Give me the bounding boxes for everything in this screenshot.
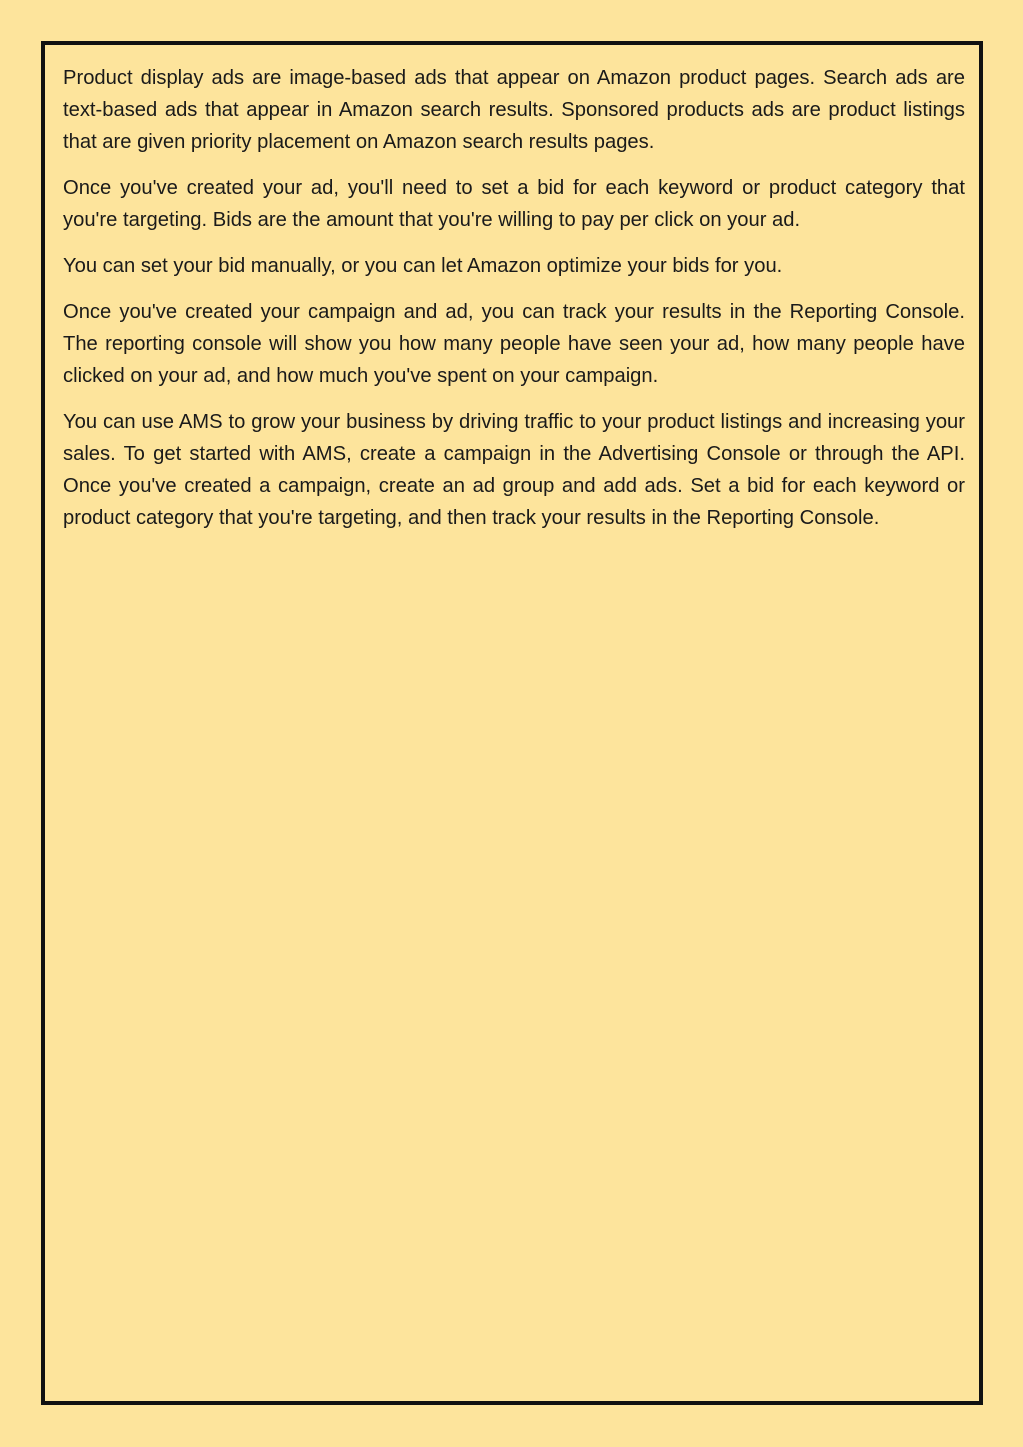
paragraph-bids: Once you've created your ad, you'll need to set a bid for each keyword or product category that you're targeting. Bids are the amount that you're willing to pay per click on your ad.: [63, 177, 965, 231]
document-body: [63, 62, 965, 548]
paragraph-bid-options: You can set your bid manually, or you can let Amazon optimize your bids for you.: [63, 255, 783, 277]
paragraph-ad-types: Product display ads are image-based ads that appear on Amazon product pages. Search ads are text-based ads that appear in Amazon search results. Sponsored products ads are product listings that are given priority placement on Amazon search results pages.: [63, 67, 965, 153]
paragraph-reporting: Once you've created your campaign and ad, you can track your results in the Reporting Console. The reporting console will show you how many people have seen your ad, how many people have clicked on your ad, and how much you've spent on your campaign.: [63, 301, 965, 387]
paragraph-getting-started: You can use AMS to grow your business by driving traffic to your product listings and increasing your sales. To get started with AMS, create a campaign in the Advertising Console or through the API. Once you've created a campaign, create an ad group and add ads. Set a bid for each keyword or product category that you're targeting, and then track your results in the Reporting Console.: [63, 411, 965, 529]
page-frame: [41, 41, 983, 1405]
